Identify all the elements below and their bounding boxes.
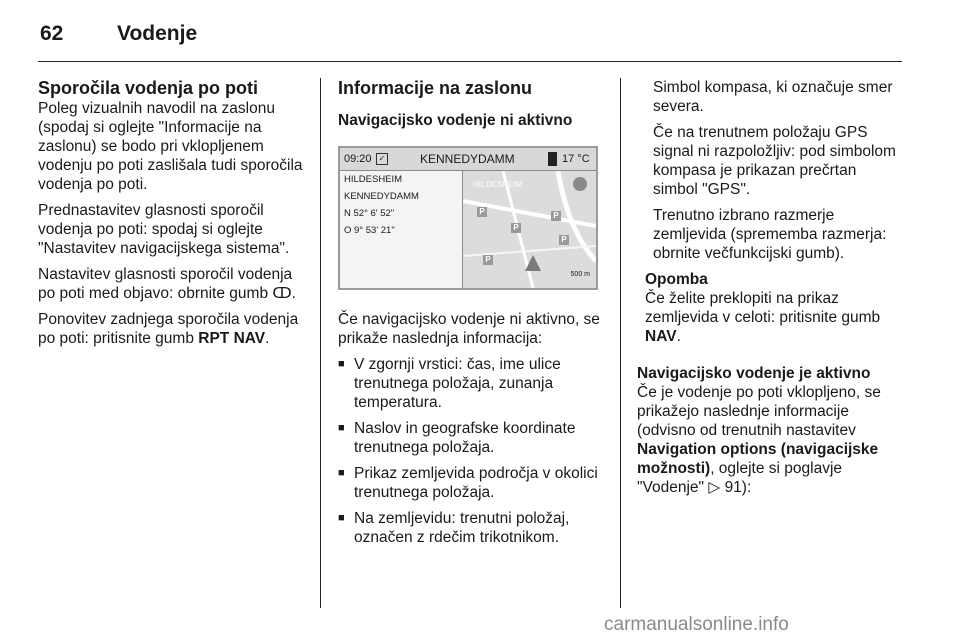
screen-city: HILDESHEIM [344, 174, 403, 185]
note-box [637, 270, 905, 346]
screen-longitude: O 9° 53' 21" [344, 225, 395, 236]
note-text [645, 289, 905, 346]
parking-icon: P [559, 235, 569, 245]
note-title: Opomba [645, 271, 708, 288]
screen-top-bar [340, 148, 596, 171]
chapter-title: Vodenje [117, 22, 198, 45]
paragraph: Če navigacijsko vodenje ni aktivno, se prikaže naslednja informacija: [338, 311, 600, 347]
screen-street-line: KENNEDYDAMM [344, 191, 419, 202]
subheading-guidance-active: Navigacijsko vodenje je aktivno [637, 365, 871, 382]
text: Če želite preklopiti na prikaz zemljevida v celoti: pritisnite gumb [645, 290, 881, 326]
watermark: carmanualsonline.info [604, 614, 789, 635]
list-item: ■ Prikaz zemljevida področja v okolici trenutnega položaja. [338, 464, 608, 502]
paragraph [38, 310, 306, 348]
right-column [637, 78, 905, 504]
screen-latitude: N 52° 6' 52" [344, 208, 395, 219]
button-name: NAV [645, 328, 677, 345]
thermometer-icon [548, 152, 557, 166]
paragraph: Poleg vizualnih navodil na zaslonu (spodaj si oglejte "Informacije na zaslonu) se bodo pri vklopljenem vodenju po poti zaslišala tudi sporočila vodenja po poti. [38, 100, 303, 193]
screen-map [463, 171, 596, 288]
text: Ponovitev zadnjega sporočila vodenja po poti: pritisnite gumb [38, 311, 299, 347]
screen-street: KENNEDYDAMM [420, 152, 515, 166]
paragraph: Če na trenutnem položaju GPS signal ni razpoložljiv: pod simbolom kompasa je prikazan prečrtan simbol "GPS". [653, 124, 896, 198]
left-column [38, 78, 306, 355]
compass-icon: ✓ [376, 153, 388, 165]
paragraph: Simbol kompasa, ki označuje smer severa. [653, 79, 893, 115]
compass-icon [573, 177, 587, 191]
text: Če je vodenje po poti vklopljeno, se prikažejo naslednje informacije (odvisno od trenutnih nastavitev [637, 384, 881, 439]
text: . [265, 330, 270, 347]
list-item: ■ Naslov in geografske koordinate trenutnega položaja. [338, 419, 608, 457]
paragraph [637, 383, 905, 497]
screen-time: 09:20 [344, 153, 372, 165]
list-item: ■ V zgornji vrstici: čas, ime ulice trenutnega položaja, zunanja temperatura. [338, 355, 608, 412]
screen-info-panel [340, 171, 463, 288]
navigation-screen-image [338, 146, 598, 290]
section-heading-screen-info: Informacije na zaslonu [338, 78, 533, 98]
parking-icon: P [511, 223, 521, 233]
subheading-guidance-inactive: Navigacijsko vodenje ni aktivno [338, 112, 573, 129]
section-heading-route-messages: Sporočila vodenja po poti [38, 78, 259, 98]
map-scale: 500 m [570, 271, 590, 278]
parking-icon: P [551, 211, 561, 221]
info-list [338, 355, 608, 547]
text: , oglejte si poglavje "Vodenje" ▷ 91): [637, 460, 843, 496]
parking-icon: P [483, 255, 493, 265]
column-divider-1 [320, 78, 321, 608]
paragraph: Prednastavitev glasnosti sporočil vodenja po poti: spodaj si oglejte "Nastavitev navigacijskega sistema". [38, 202, 290, 257]
page-number: 62 [40, 22, 64, 45]
paragraph: Nastavitev glasnosti sporočil vodenja po poti med objavo: obrnite gumb ↀ. [38, 266, 296, 302]
paragraph: Trenutno izbrano razmerje zemljevida (sprememba razmerja: obrnite večfunkcijski gumb). [653, 207, 887, 262]
screen-temperature: 17 °C [562, 153, 590, 165]
column-divider-2 [620, 78, 621, 608]
menu-name: Navigation options (navigacijske možnosti) [637, 441, 879, 477]
middle-column [338, 78, 608, 554]
list-item: ■ Na zemljevidu: trenutni položaj, označen z rdečim trikotnikom. [338, 509, 608, 547]
header-rule [38, 61, 902, 62]
button-name: RPT NAV [198, 330, 266, 347]
text: . [676, 328, 681, 345]
parking-icon: P [477, 207, 487, 217]
map-city-label: HILDESHEIM [473, 180, 523, 189]
